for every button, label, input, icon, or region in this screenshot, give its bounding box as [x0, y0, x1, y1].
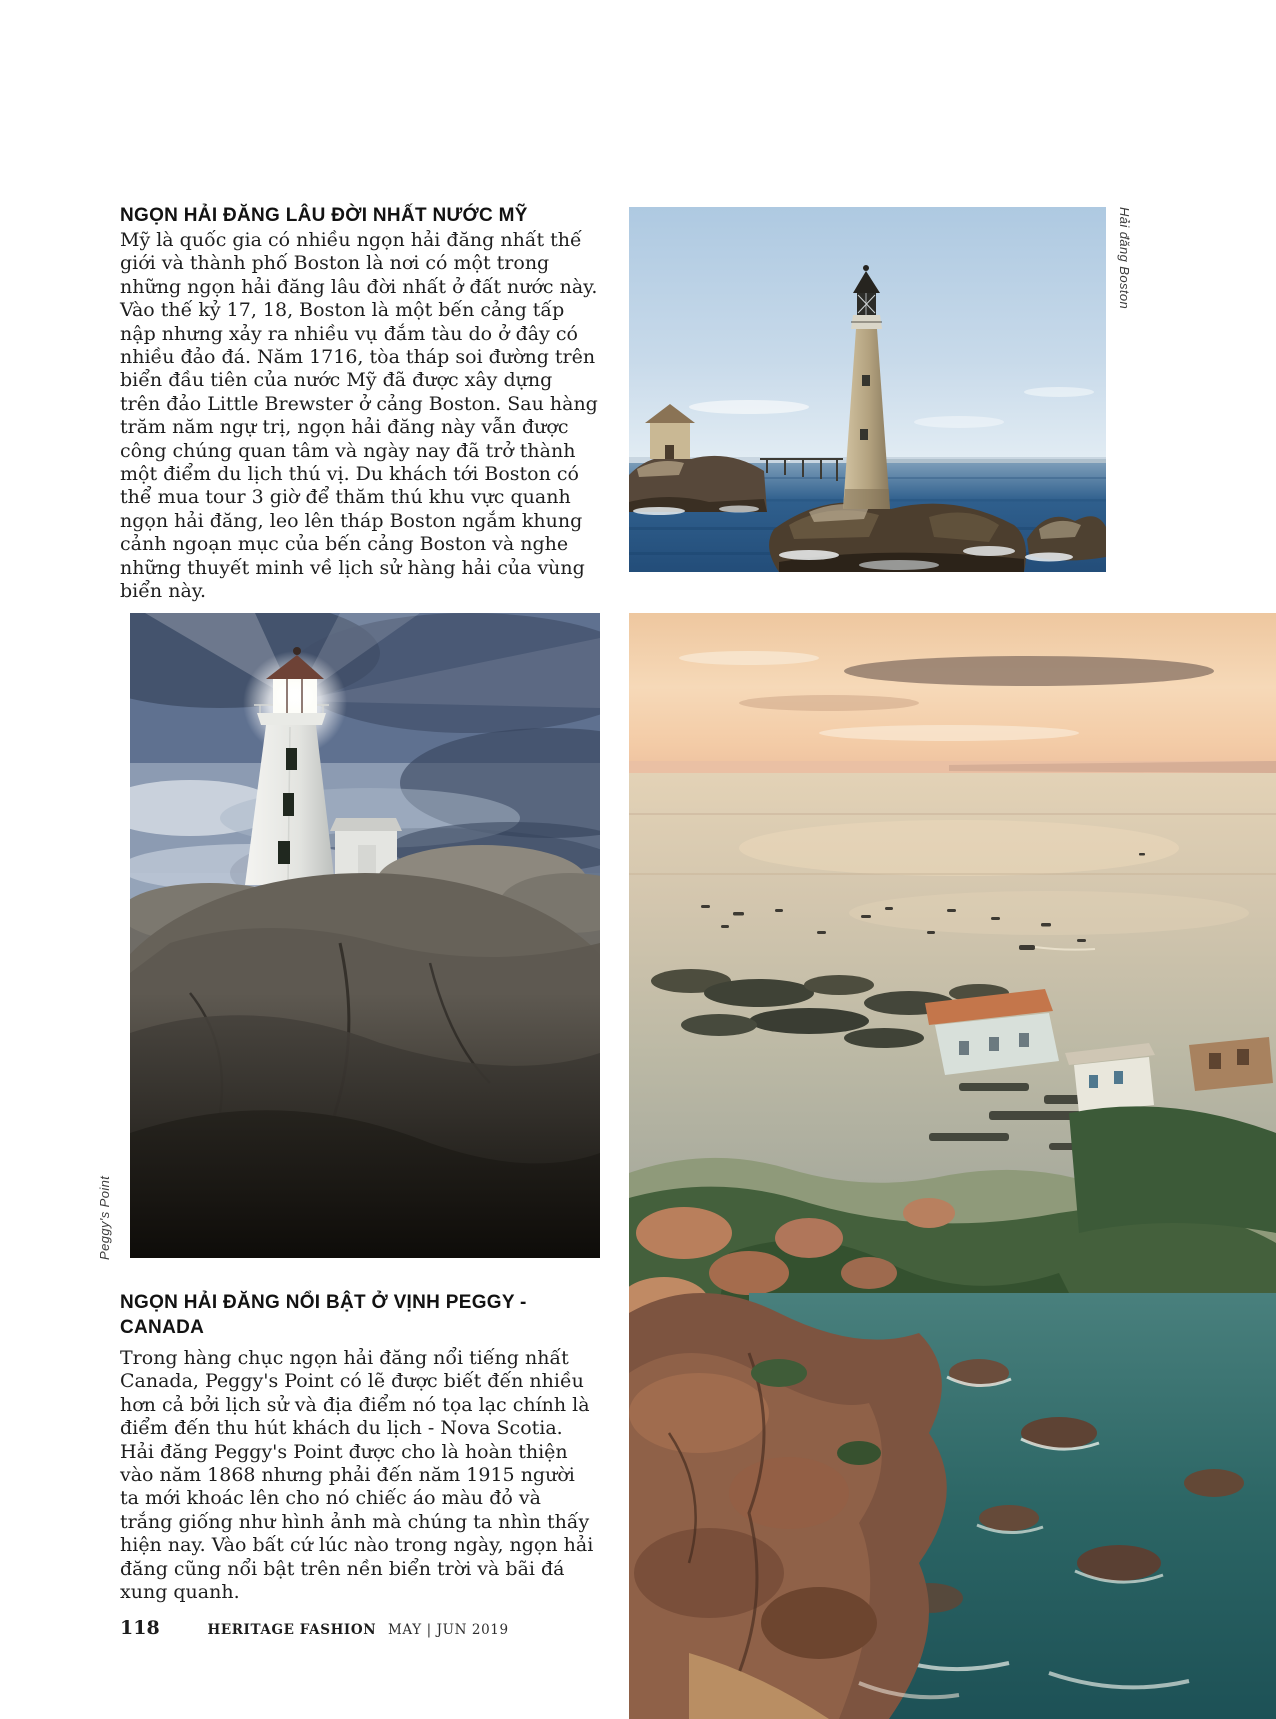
sunset-sky — [629, 613, 1276, 778]
coast-photo-illustration — [629, 613, 1276, 1719]
peggy-heading: NGỌN HẢI ĐĂNG NỔI BẬT Ở VỊNH PEGGY - CANADA — [120, 1292, 527, 1338]
peggy-body-paragraph: Trong hàng chục ngọn hải đăng nổi tiếng nhất Canada, Peggy's Point có lẽ được biết đến nhiều hơn cả bởi lịch sử và địa điểm nó tọa lạc chính là điểm đến thu hút khách du lịch - Nova Scotia. Hải đăng Peggy's Point được cho là hoàn thiện vào năm 1868 nhưng phải đến năm 1915 người ta mới khoác lên cho nó chiếc áo màu đỏ và trắng giống như hình ảnh mà chúng ta nhìn thấy hiện nay. Vào bất cứ lúc nào trong ngày, ngọn hải đăng cũng nổi bật trên nền biển trời và bãi đá xung quanh. — [120, 1347, 594, 1604]
peggy-photo-illustration — [130, 613, 600, 1258]
boston-photo-caption: Hải đăng Boston — [1117, 207, 1132, 310]
coastal-aerial-photo — [629, 613, 1276, 1719]
boston-photo-illustration — [629, 207, 1106, 572]
page-footer — [120, 1617, 620, 1639]
issue-date: MAY | JUN 2019 — [387, 1622, 509, 1638]
boston-heading: NGỌN HẢI ĐĂNG LÂU ĐỜI NHẤT NƯỚC MỸ — [120, 205, 528, 226]
boston-lighthouse-photo — [629, 207, 1106, 572]
foreground-rocks — [629, 1293, 959, 1719]
granite-rocks — [130, 845, 600, 1258]
boston-body-paragraph: Mỹ là quốc gia có nhiều ngọn hải đăng nhất thế giới và thành phố Boston là nơi có một trong những ngọn hải đăng lâu đời nhất ở đất nước này. Vào thế kỷ 17, 18, Boston là một bến cảng tấp nập nhưng xảy ra nhiều vụ đắm tàu do ở đây có nhiều đảo đá. Năm 1716, tòa tháp soi đường trên biển đầu tiên của nước Mỹ đã được xây dựng trên đảo Little Brewster ở cảng Boston. Sau hàng trăm năm ngự trị, ngọn hải đăng này vẫn được công chúng quan tâm và ngày nay đã trở thành một điểm du lịch thú vị. Du khách tới Boston có thể mua tour 3 giờ để thăm thú khu vực quanh ngọn hải đăng, leo lên tháp Boston ngắm khung cảnh ngoạn mục của bến cảng Boston và nghe những thuyết minh về lịch sử hàng hải của vùng biển này. — [120, 229, 598, 603]
peggys-point-photo — [130, 613, 600, 1258]
peggy-photo-caption: Peggy's Point — [97, 1175, 112, 1260]
dark-cloud — [844, 656, 1214, 686]
page-number: 118 — [120, 1617, 160, 1639]
magazine-name: HERITAGE FASHION — [207, 1622, 377, 1638]
